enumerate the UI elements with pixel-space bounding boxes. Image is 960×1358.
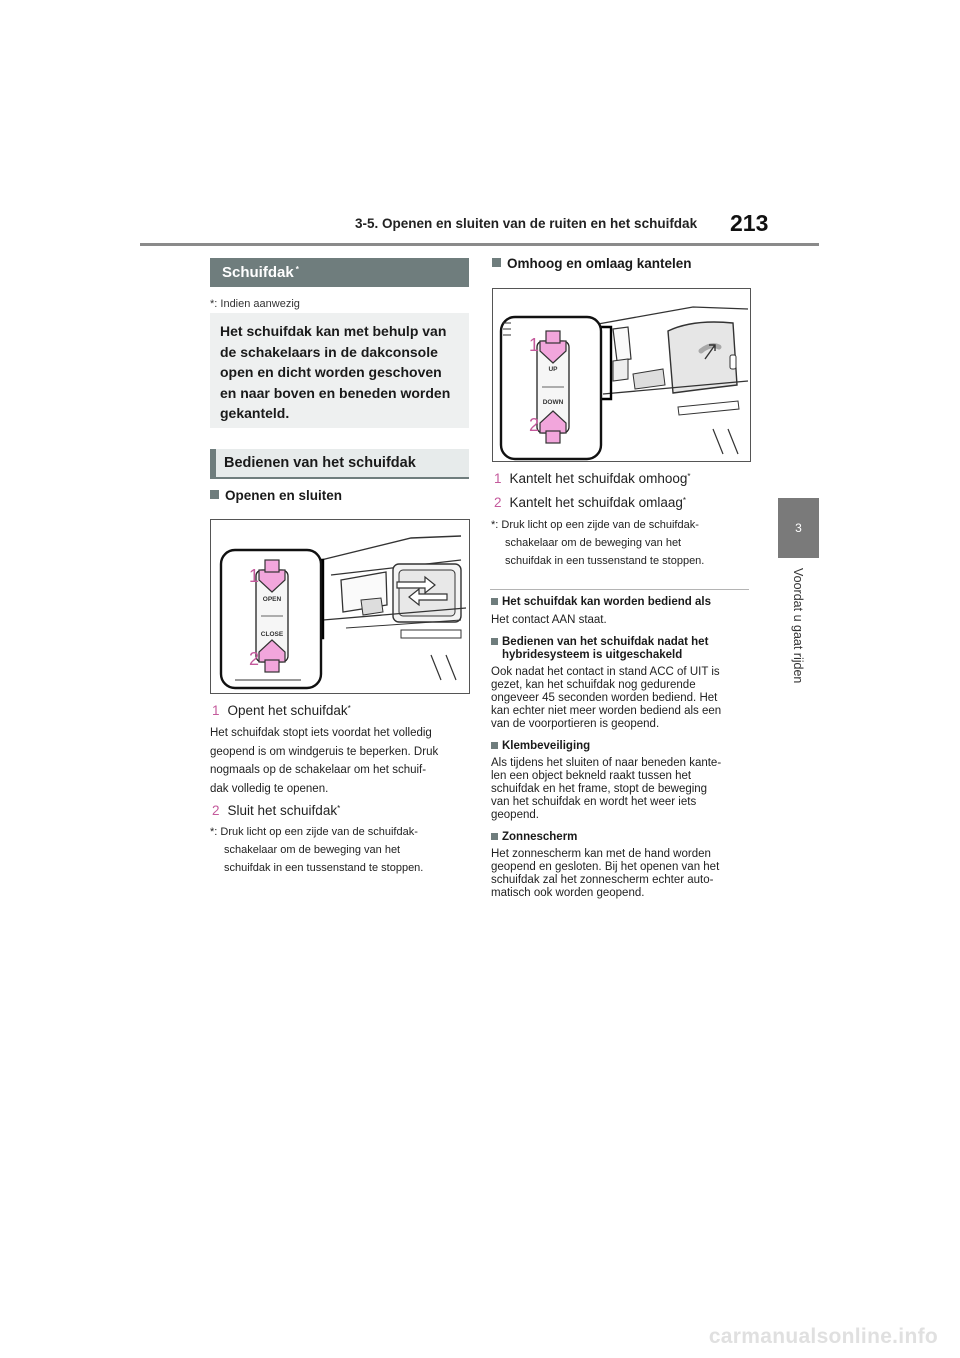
- body-line: geopend is om windgeruis te beperken. Druk: [210, 745, 439, 758]
- step-text: Sluit het schuifdak: [227, 803, 338, 818]
- figure-open-close: [210, 519, 470, 694]
- right-step-note: [491, 516, 753, 570]
- info-text-line: schuifdak zal het zonnescherm echter auto-: [491, 874, 714, 886]
- step-number: 1: [212, 703, 220, 718]
- info-heading: [491, 636, 753, 649]
- step-number: 2: [494, 495, 502, 510]
- right-step-1: [494, 471, 691, 486]
- right-step-2: [494, 495, 686, 510]
- heading-tilt: [492, 256, 692, 271]
- info-text-line: kan echter niet meer worden bediend als een: [491, 705, 722, 717]
- chapter-number: 3: [795, 521, 802, 535]
- roof-tilt-illustration: [493, 289, 750, 461]
- info-text-line: van het schuifdak en wordt het weer iets: [491, 796, 697, 808]
- intro-line: en naar boven en beneden worden: [220, 384, 451, 401]
- info-block: [491, 596, 753, 627]
- info-text-line: geopend.: [491, 809, 539, 821]
- info-heading-text: Bedienen van het schuifdak nadat het: [502, 636, 709, 648]
- note-line: *: Druk licht op een zijde van de schuifdak-: [491, 519, 699, 531]
- left-step-note: [210, 823, 472, 877]
- intro-line: Het schuifdak kan met behulp van: [220, 323, 447, 339]
- step-star: *: [687, 472, 691, 481]
- heading-text: Omhoog en omlaag kantelen: [507, 256, 692, 271]
- header-divider: [140, 243, 819, 246]
- notes-divider: [490, 589, 749, 590]
- body-line: nogmaals op de schakelaar om het schuif-: [210, 764, 427, 776]
- info-heading-text: Zonnescherm: [502, 831, 578, 843]
- info-heading-text: hybridesysteem is uitgeschakeld: [502, 649, 683, 661]
- step-star: *: [347, 704, 351, 713]
- info-heading: [491, 740, 753, 753]
- info-heading-text: Klembeveiliging: [502, 740, 591, 752]
- note-line: schuifdak in een tussenstand te stoppen.: [505, 555, 705, 567]
- step-1-description: [210, 724, 472, 798]
- square-bullet-icon: [491, 833, 498, 840]
- title-star: *: [295, 265, 299, 274]
- square-bullet-icon: [491, 638, 498, 645]
- note-line: *: Druk licht op een zijde van de schuifdak-: [210, 826, 418, 838]
- step-text: Opent het schuifdak: [227, 703, 348, 718]
- up-label: UP: [548, 366, 558, 373]
- marker-2: 2: [529, 415, 540, 435]
- down-label: DOWN: [542, 399, 564, 406]
- left-step-1: [212, 703, 351, 718]
- step-number: 2: [212, 803, 220, 818]
- square-bullet-icon: [492, 258, 501, 267]
- figure-tilt: [492, 288, 751, 462]
- info-text-line: van de voorportieren is geopend.: [491, 718, 660, 730]
- info-text-line: Als tijdens het sluiten of naar beneden kante-: [491, 757, 722, 769]
- heading-open-close: [210, 488, 342, 503]
- intro-line: open en dicht worden geschoven: [220, 364, 442, 380]
- note-line: schuifdak in een tussenstand te stoppen.: [224, 862, 424, 874]
- info-block: [491, 740, 753, 822]
- info-heading: [491, 596, 753, 609]
- square-bullet-icon: [491, 598, 498, 605]
- intro-box: [210, 313, 469, 428]
- info-text-line: gezet, kan het schuifdak nog gedurende: [491, 679, 696, 691]
- info-text-line: Het contact AAN staat.: [491, 614, 607, 626]
- marker-1: 1: [249, 566, 260, 586]
- page-number: 213: [730, 210, 769, 236]
- info-blocks: [491, 596, 753, 900]
- info-text-line: len een object bekneld raakt tussen het: [491, 770, 692, 782]
- intro-line: gekanteld.: [220, 405, 290, 421]
- open-label: OPEN: [262, 596, 282, 603]
- info-text-line: schuifdak en het frame, stopt de beweging: [491, 783, 708, 795]
- info-text-line: ongeveer 45 seconden worden bediend. Het: [491, 692, 718, 704]
- info-block: [491, 636, 753, 731]
- section-title-bar: [210, 258, 469, 287]
- chapter-tab: [778, 498, 819, 558]
- left-step-2: [212, 803, 340, 818]
- watermark-link[interactable]: carmanualsonline.info: [708, 1325, 938, 1348]
- chapter-title: Voordat u gaat rijden: [791, 568, 805, 684]
- chapter-title-vertical: [787, 568, 809, 698]
- intro-line: de schakelaars in de dakconsole: [220, 343, 438, 360]
- info-heading: [491, 831, 753, 844]
- heading-text: Openen en sluiten: [225, 488, 343, 503]
- subsection-title: Bedienen van het schuifdak: [224, 455, 416, 471]
- info-heading-text: Het schuifdak kan worden bediend als: [502, 596, 711, 608]
- subsection-title-bar: [210, 449, 469, 479]
- section-header-title: 3-5. Openen en sluiten van de ruiten en het schuifdak: [355, 216, 698, 231]
- body-line: Het schuifdak stopt iets voordat het volledig: [210, 727, 432, 739]
- section-title: Schuifdak: [222, 264, 294, 281]
- note-line: schakelaar om de beweging van het: [505, 537, 682, 549]
- close-label: CLOSE: [260, 631, 284, 638]
- marker-1: 1: [529, 335, 540, 355]
- square-bullet-icon: [491, 742, 498, 749]
- step-star: *: [682, 496, 686, 505]
- info-block: [491, 831, 753, 900]
- info-text-line: matisch ook worden geopend.: [491, 887, 645, 899]
- step-text: Kantelt het schuifdak omhoog: [509, 471, 688, 486]
- info-text-line: Ook nadat het contact in stand ACC of UIT is: [491, 666, 720, 678]
- body-line: dak volledig te openen.: [210, 782, 329, 795]
- info-text-line: Het zonnescherm kan met de hand worden: [491, 848, 711, 860]
- info-text-line: geopend en gesloten. Bij het openen van het: [491, 861, 720, 873]
- marker-2: 2: [249, 649, 260, 669]
- roof-console-illustration: [211, 520, 469, 693]
- note-line: schakelaar om de beweging van het: [224, 844, 401, 856]
- availability-footnote: *: Indien aanwezig: [210, 298, 300, 310]
- step-star: *: [337, 804, 341, 813]
- square-bullet-icon: [210, 490, 219, 499]
- step-number: 1: [494, 471, 502, 486]
- step-text: Kantelt het schuifdak omlaag: [509, 495, 683, 510]
